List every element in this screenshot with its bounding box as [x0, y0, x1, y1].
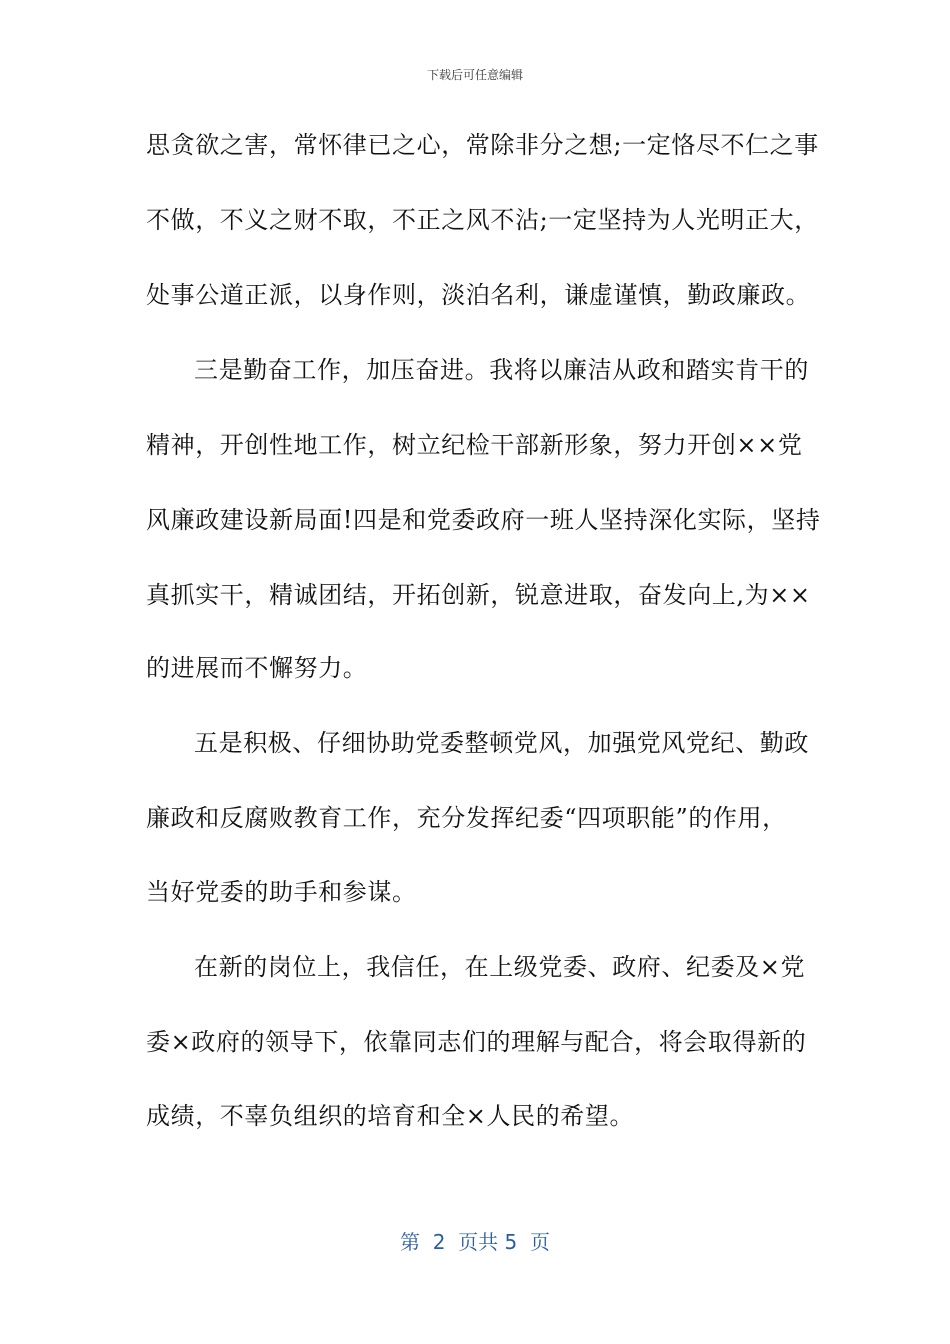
paragraph-line: 五是积极、仔细协助党委整顿党风，加强党风党纪、勤政: [194, 729, 809, 757]
paragraph-line: 真抓实干，精诚团结，开拓创新，锐意进取，奋发向上,为××: [146, 581, 811, 609]
paragraph-line: 委×政府的领导下，依靠同志们的理解与配合，将会取得新的: [146, 1028, 807, 1056]
paragraph-line: 廉政和反腐败教育工作，充分发挥纪委“四项职能”的作用，: [146, 804, 787, 832]
paragraph-line: 不做，不义之财不取，不正之风不沾;一定坚持为人光明正大，: [146, 206, 819, 234]
paragraph-line: 三是勤奋工作，加压奋进。我将以廉洁从政和踏实肯干的: [194, 356, 809, 384]
paragraph-line: 在新的岗位上，我信任，在上级党委、政府、纪委及×党: [194, 953, 806, 981]
page-header: 下载后可任意编辑: [426, 68, 523, 82]
paragraph-line: 精神，开创性地工作，树立纪检干部新形象，努力开创××党: [146, 431, 803, 459]
paragraph-line: 的进展而不懈努力。: [146, 654, 368, 682]
paragraph-line: 成绩，不辜负组织的培育和全×人民的希望。: [146, 1102, 635, 1130]
page-number-footer: 第 2 页共 5 页: [400, 1230, 550, 1254]
paragraph-line: 思贪欲之害，常怀律已之心，常除非分之想;一定恪尽不仁之事: [146, 131, 819, 159]
paragraph-line: 当好党委的助手和参谋。: [146, 878, 417, 906]
paragraph-line: 风廉政建设新局面!四是和党委政府一班人坚持深化实际，坚持: [146, 506, 821, 534]
paragraph-line: 处事公道正派，以身作则，淡泊名利，谦虚谨慎，勤政廉政。: [146, 281, 811, 309]
